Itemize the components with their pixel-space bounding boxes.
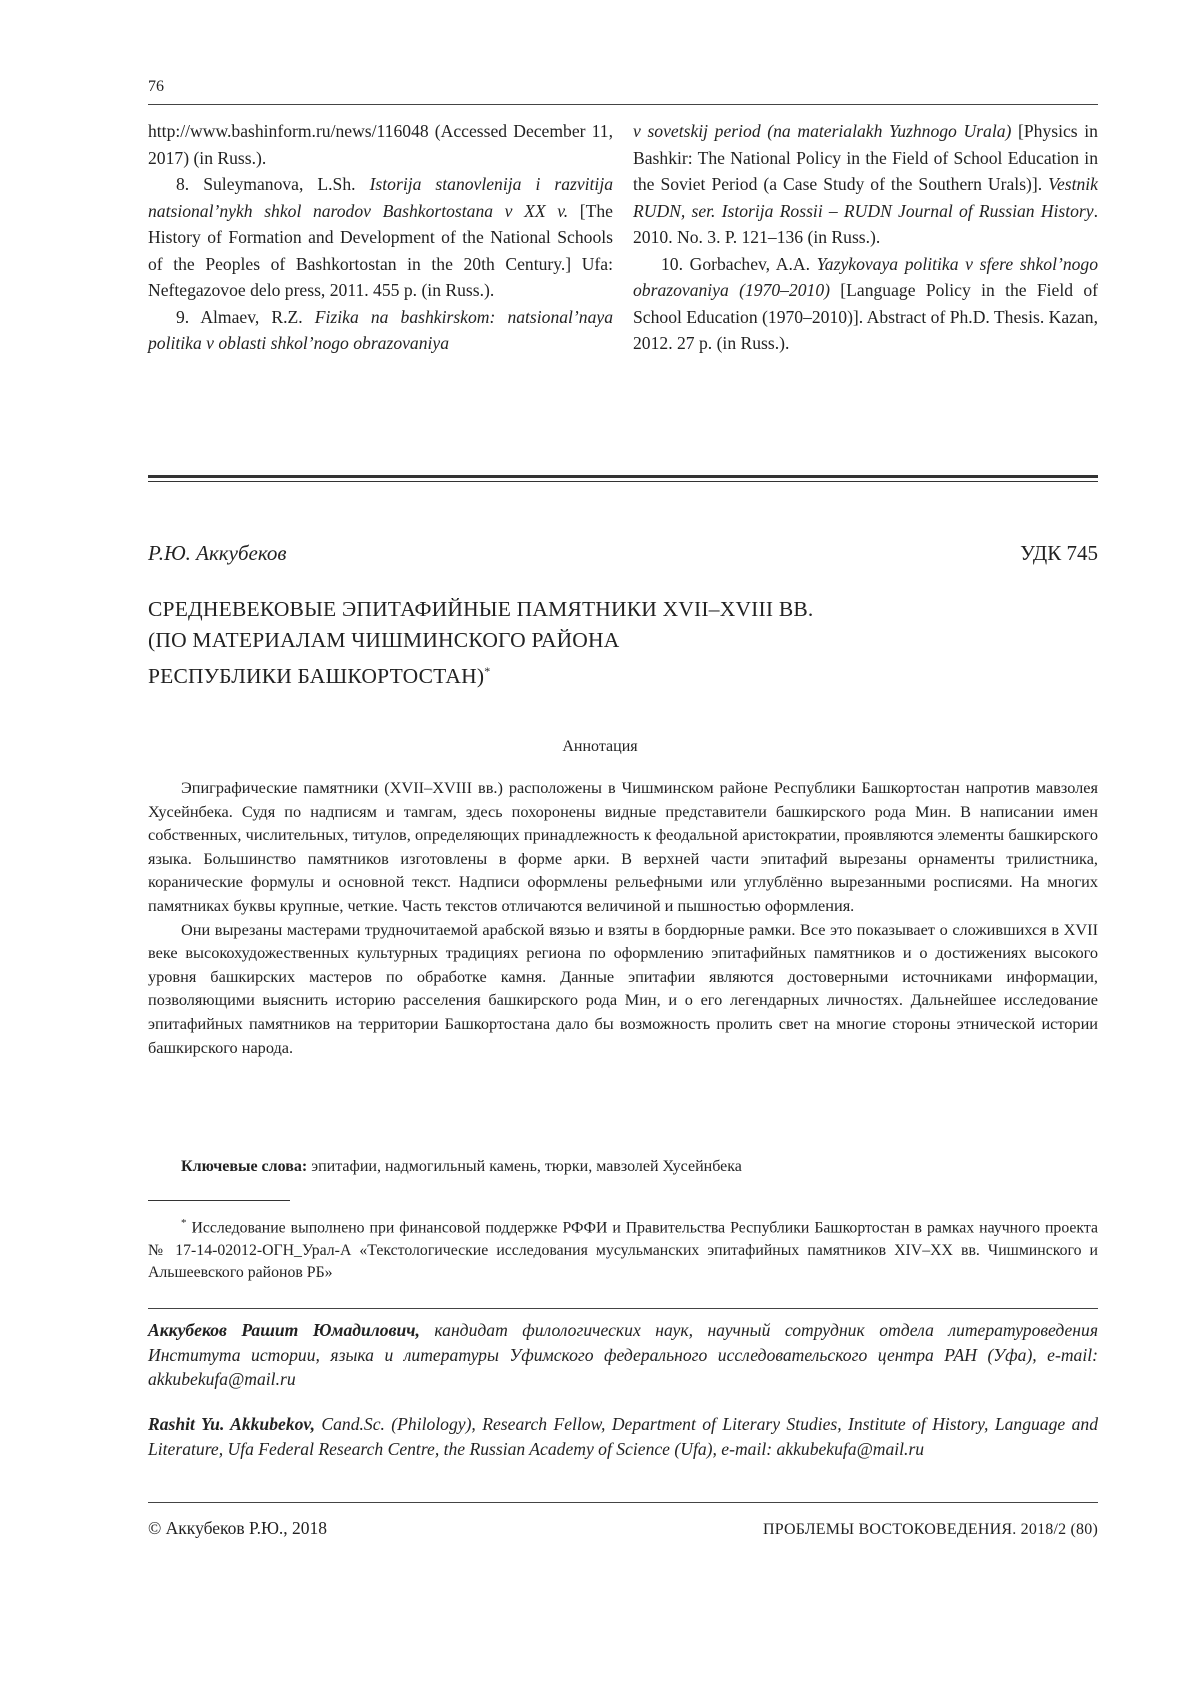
- abstract-heading: Аннотация: [562, 738, 638, 755]
- keywords: [181, 1158, 742, 1176]
- title-line: РЕСПУБЛИКИ БАШКОРТОСТАН): [148, 664, 485, 689]
- references-right-column: [633, 118, 1098, 357]
- author-name-ru: Аккубеков Рашит Юмадилович,: [148, 1320, 420, 1340]
- author-name-en: Rashit Yu. Akkubekov,: [148, 1414, 315, 1434]
- header-rule: [148, 104, 1098, 105]
- keywords-list: эпитафии, надмогильный камень, тюрки, мавзолей Хусейнбека: [307, 1158, 742, 1175]
- section-divider-thin: [148, 481, 1098, 482]
- article-title: [148, 594, 1048, 692]
- reference-item: 10. Gorbachev, A.A. Yazykovaya politika v sfere shkol’nogo obrazovaniya (1970–2010) [Language Policy in the Field of School Education (1970–2010)]. Abstract of Ph.D. Thesis. Kazan, 2012. 27 p. (in Russ.).: [633, 253, 1099, 353]
- author-info-ru: Аккубеков Рашит Юмадилович, кандидат филологических наук, научный сотрудник отдела литературоведения Института истории, языка и литературы Уфимского федерального исследовательского центра РАН (Уфа), e-mail: akkubekufa@mail.ru: [148, 1320, 1098, 1389]
- author-info-rule: [148, 1308, 1098, 1309]
- article-author: Р.Ю. Аккубеков: [148, 541, 287, 565]
- title-line: СРЕДНЕВЕКОВЫЕ ЭПИТАФИЙНЫЕ ПАМЯТНИКИ XVII–XVIII ВВ.: [148, 597, 814, 621]
- udk-code: УДК 745: [1020, 541, 1098, 565]
- abstract-paragraph: Они вырезаны мастерами трудночитаемой арабской вязью и взяты в бордюрные рамки. Все это показывает о сложившихся в XVII веке высокохудожественных культурных традициях региона по оформлению эпитафийных памятников и о достижениях высокого уровня башкирских мастеров по обработке камня. Данные эпитафии являются достоверными источниками информации, позволяющими выяснить историю расселения башкирского рода Мин, и о его легендарных личностях. Дальнейшее исследование эпитафийных памятников на территории Башкортостана дало бы возможность пролить свет на многие стороны этнической истории башкирского народа.: [148, 919, 1098, 1057]
- abstract-body: [148, 776, 1098, 1059]
- abstract-paragraph: Эпиграфические памятники (XVII–XVIII вв.) расположены в Чишминском районе Республики Башкортостан напротив мавзолея Хусейнбека. Судя по надписям и тамгам, здесь похоронены видные представители башкирского рода Мин. В написании имен собственных, числительных, титулов, определяющих принадлежность к феодальной аристократии, проявляются элементы башкирского языка. Большинство памятников изготовлены в форме арки. В верхней части эпитафий вырезаны орнаменты трилистника, коранические формулы и основной текст. Надписи оформлены рельефными или углублённо вырезанными росписями. На многих памятниках буквы крупные, четкие. Часть текстов отличаются величиной и пышностью оформления.: [148, 778, 1098, 915]
- footnote-separator: [148, 1200, 290, 1201]
- page-number: 76: [148, 78, 164, 95]
- copyright: © Аккубеков Р.Ю., 2018: [148, 1518, 328, 1538]
- reference-item: http://www.bashinform.ru/news/116048 (Accessed December 11, 2017) (in Russ.).: [148, 121, 613, 168]
- reference-item: 9. Almaev, R.Z. Fizika na bashkirskom: natsional’naya politika v oblasti shkol’nogo obrazovaniya: [148, 306, 613, 353]
- footnote-marker: *: [181, 1217, 187, 1229]
- reference-item: 8. Suleymanova, L.Sh. Istorija stanovlenija i razvitija natsional’nykh shkol narodov Bashkortostana v XX v. [The History of Formation and Development of the National Schools of the Peoples of Bashkortostan in the 20th Century.] Ufa: Neftegazovoe delo press, 2011. 455 p. (in Russ.).: [148, 174, 614, 300]
- journal-name: ПРОБЛЕМЫ ВОСТОКОВЕДЕНИЯ. 2018/2 (80): [762, 1521, 1098, 1538]
- keywords-label: Ключевые слова:: [181, 1158, 308, 1175]
- author-info-en: Rashit Yu. Akkubekov, Cand.Sc. (Philology), Research Fellow, Department of Literary Studies, Institute of History, Language and Literature, Ufa Federal Research Centre, the Russian Academy of Science (Ufa), e-mail: akkubekufa@mail.ru: [148, 1414, 1098, 1459]
- footnote-text: Исследование выполнено при финансовой поддержке РФФИ и Правительства Республики Башкортостан в рамках научного проекта № 17-14-02012-ОГН_Урал-А «Текстологические исследования мусульманских эпитафийных памятников XIV–XX вв. Чишминского и Альшеевского районов РБ»: [148, 1219, 1098, 1282]
- footer-rule: [148, 1502, 1098, 1503]
- title-line: (ПО МАТЕРИАЛАМ ЧИШМИНСКОГО РАЙОНА: [148, 628, 620, 652]
- reference-item: v sovetskij period (na materialakh Yuzhnogo Urala) [Physics in Bashkir: The National Policy in the Field of School Education in the Soviet Period (a Case Study of the Southern Urals)]. Vestnik RUDN, ser. Istorija Rossii – RUDN Journal of Russian History. 2010. No. 3. P. 121–136 (in Russ.).: [633, 121, 1098, 247]
- section-divider-thick: [148, 475, 1098, 478]
- references-left-column: [148, 118, 613, 357]
- footnote: [148, 1212, 1098, 1285]
- footnote-marker: *: [484, 664, 491, 678]
